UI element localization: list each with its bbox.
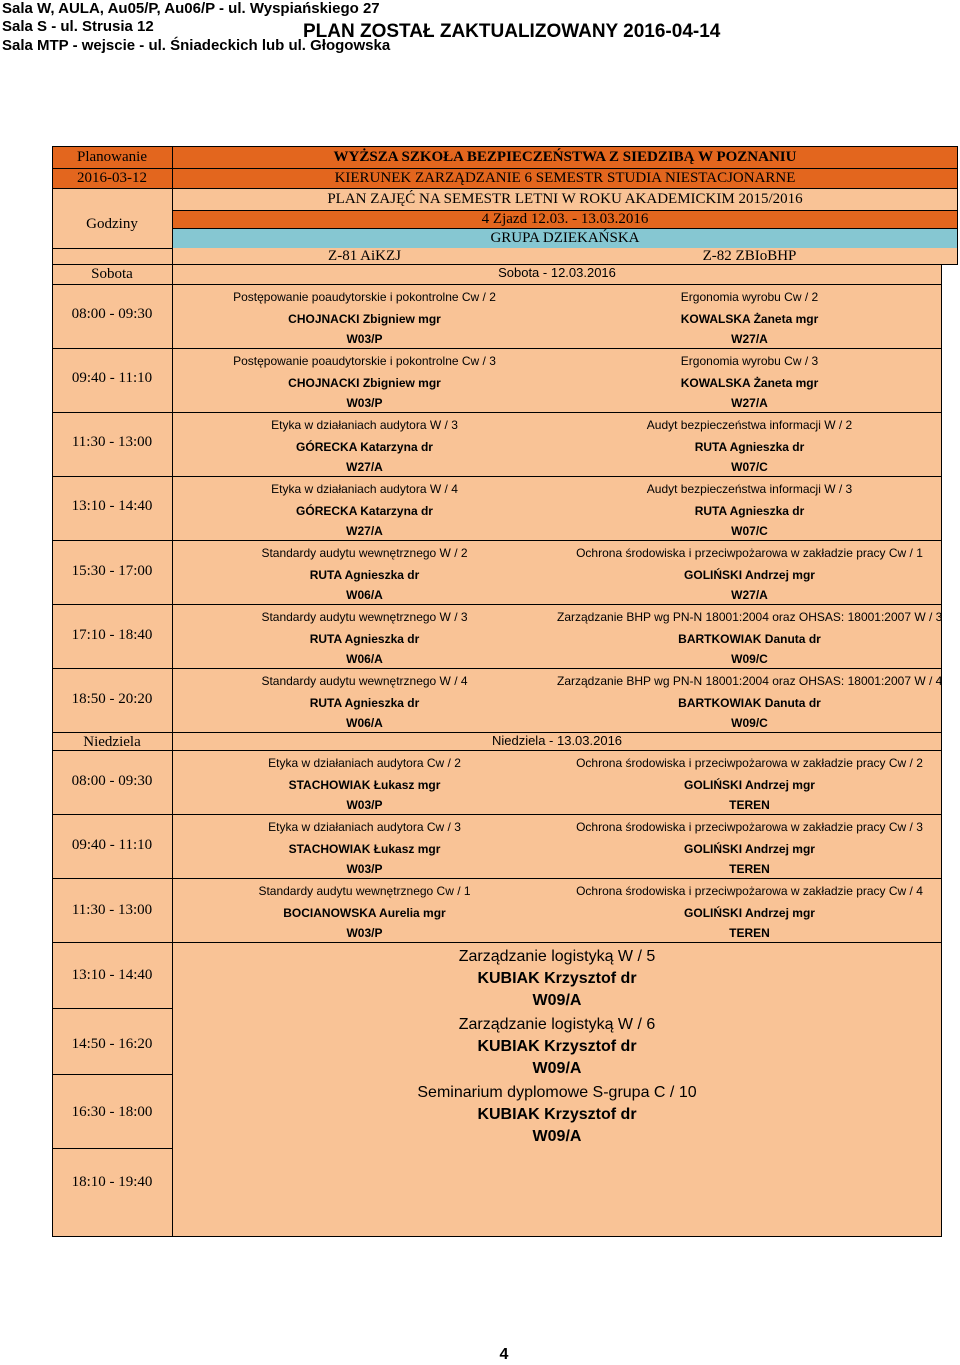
sun-b-class <box>557 820 942 876</box>
room: W27/A <box>731 332 768 346</box>
sobota-date: Sobota - 12.03.2016 <box>498 265 616 280</box>
lecturer-name: RUTA Agnieszka dr <box>694 504 805 518</box>
lecturer-name: BOCIANOWSKA Aurelia mgr <box>283 906 446 920</box>
class-title: Zarządzanie BHP wg PN-N 18001:2004 oraz OHSAS: 18001:2007 W / 3 <box>557 610 943 624</box>
sun-time-slot: 09:40 - 11:10 <box>71 837 153 853</box>
lecturer-name: GOLIŃSKI Andrzej mgr <box>684 778 815 792</box>
slot-divider <box>52 604 172 605</box>
lecturer-name: GOLIŃSKI Andrzej mgr <box>684 906 815 920</box>
slot-divider <box>52 1074 172 1075</box>
hline-1 <box>52 168 958 169</box>
cell-divider <box>172 878 942 879</box>
sobota-label: Sobota <box>91 266 133 282</box>
lecturer-name: CHOJNACKI Zbigniew mgr <box>288 376 441 390</box>
hline-6 <box>52 284 942 285</box>
group-a-header: Z-81 AiKZJ <box>328 248 401 264</box>
sat-b-class <box>557 354 942 410</box>
class-title: Zarządzanie logistyką W / 5 <box>458 948 656 965</box>
slot-divider <box>52 1148 172 1149</box>
room: W06/A <box>346 652 383 666</box>
sat-b-class <box>557 674 942 730</box>
header-line-3: Sala MTP - wejscie - ul. Śniadeckich lub ul. Głogowska <box>2 37 391 54</box>
kierunek-title: KIERUNEK ZARZĄDZANIE 6 SEMESTR STUDIA NIESTACJONARNE <box>334 170 796 186</box>
cell-divider <box>172 540 942 541</box>
godziny-label: Godziny <box>86 216 138 232</box>
lecturer-name: RUTA Agnieszka dr <box>694 440 805 454</box>
border-top <box>52 146 958 147</box>
class-title: Ochrona środowiska i przeciwpożarowa w zakładzie pracy Cw / 1 <box>576 546 923 560</box>
hline-2 <box>52 188 958 189</box>
slot-divider <box>52 348 172 349</box>
plan-title: PLAN ZAJĘĆ NA SEMESTR LETNI W ROKU AKADEMICKIM 2015/2016 <box>327 191 803 207</box>
sun-times-band <box>52 750 172 1236</box>
sun-time-slot: 16:30 - 18:00 <box>71 1104 153 1120</box>
cell-divider <box>172 412 942 413</box>
cell-divider <box>172 942 942 943</box>
sat-a-class <box>172 354 557 410</box>
room: W03/P <box>346 862 383 876</box>
room: W27/A <box>731 396 768 410</box>
room: W09/A <box>532 1128 582 1145</box>
page-number: 4 <box>499 1346 509 1363</box>
lecturer-name: KUBIAK Krzysztof dr <box>477 970 637 987</box>
room: TEREN <box>729 926 770 940</box>
sun-b-class <box>557 884 942 940</box>
sat-time-slot: 15:30 - 17:00 <box>71 563 153 579</box>
room: W27/A <box>346 524 383 538</box>
class-title: Ergonomia wyrobu Cw / 3 <box>680 354 819 368</box>
lecturer-name: GÓRECKA Katarzyna dr <box>296 440 433 454</box>
group-b-header: Z-82 ZBIoBHP <box>702 248 797 264</box>
class-title: Postępowanie poaudytorskie i pokontrolne Cw / 3 <box>233 354 496 368</box>
update-notice: PLAN ZOSTAŁ ZAKTUALIZOWANY 2016-04-14 <box>303 21 721 42</box>
room: W27/A <box>346 460 383 474</box>
room: W03/P <box>346 396 383 410</box>
school-name: WYŻSZA SZKOŁA BEZPIECZEŃSTWA Z SIEDZIBĄ W POZNANIU <box>333 149 797 165</box>
lecturer-name: RUTA Agnieszka dr <box>309 696 420 710</box>
sun-time-slot: 08:00 - 09:30 <box>71 773 153 789</box>
slot-divider <box>52 814 172 815</box>
room: W27/A <box>731 588 768 602</box>
sun-a-class <box>172 820 557 876</box>
cell-divider <box>172 814 942 815</box>
class-title: Etyka w działaniach audytora W / 3 <box>271 418 458 432</box>
sun-a-class <box>172 884 557 940</box>
slot-divider <box>52 1008 172 1009</box>
lecturer-name: RUTA Agnieszka dr <box>309 632 420 646</box>
lecturer-name: GOLIŃSKI Andrzej mgr <box>684 568 815 582</box>
sun-joint-class <box>172 946 942 1012</box>
planowanie-label: Planowanie <box>77 149 147 165</box>
hline-niedziela-bottom <box>52 750 942 751</box>
class-title: Standardy audytu wewnętrznego W / 3 <box>261 610 468 624</box>
room: W09/A <box>532 1060 582 1077</box>
room: W09/C <box>731 652 768 666</box>
slot-divider <box>52 476 172 477</box>
sun-b-class <box>557 756 942 812</box>
header-line-1: Sala W, AULA, Au05/P, Au06/P - ul. Wyspiańskiego 27 <box>2 0 380 17</box>
cell-divider <box>172 348 942 349</box>
lecturer-name: BARTKOWIAK Danuta dr <box>678 632 821 646</box>
lecturer-name: GÓRECKA Katarzyna dr <box>296 504 433 518</box>
class-title: Etyka w działaniach audytora W / 4 <box>271 482 458 496</box>
sat-a-class <box>172 674 557 730</box>
sat-b-class <box>557 610 942 666</box>
sat-a-class <box>172 546 557 602</box>
sat-b-class <box>557 546 942 602</box>
slot-divider <box>52 540 172 541</box>
class-title: Etyka w działaniach audytora Cw / 3 <box>268 820 461 834</box>
header-line-2: Sala S - ul. Strusia 12 <box>2 18 154 35</box>
cell-divider <box>172 604 942 605</box>
hline-4 <box>172 228 958 229</box>
niedziela-label: Niedziela <box>83 734 141 750</box>
room: W03/P <box>346 798 383 812</box>
sat-b-class <box>557 290 942 346</box>
plan-date: 2016-03-12 <box>77 170 147 186</box>
room: W07/C <box>731 524 768 538</box>
sun-joint-class <box>172 1082 942 1148</box>
room: W03/P <box>346 332 383 346</box>
room: W09/A <box>532 992 582 1009</box>
lecturer-name: CHOJNACKI Zbigniew mgr <box>288 312 441 326</box>
sun-time-slot: 14:50 - 16:20 <box>71 1036 153 1052</box>
class-title: Standardy audytu wewnętrznego W / 4 <box>261 674 468 688</box>
lecturer-name: KOWALSKA Żaneta mgr <box>680 312 819 326</box>
room: W03/P <box>346 926 383 940</box>
slot-divider <box>52 878 172 879</box>
slot-divider <box>52 668 172 669</box>
sat-time-slot: 13:10 - 14:40 <box>71 498 153 514</box>
zjazd-title: 4 Zjazd 12.03. - 13.03.2016 <box>481 211 649 227</box>
class-title: Audyt bezpieczeństwa informacji W / 2 <box>646 418 853 432</box>
sat-time-slot: 11:30 - 13:00 <box>71 434 153 450</box>
sat-b-class <box>557 482 942 538</box>
sat-time-slot: 08:00 - 09:30 <box>71 306 153 322</box>
class-title: Etyka w działaniach audytora Cw / 2 <box>268 756 461 770</box>
sat-a-class <box>172 418 557 474</box>
cell-divider <box>172 668 942 669</box>
slot-divider <box>52 412 172 413</box>
hline-godziny <box>52 248 172 249</box>
sun-time-slot: 13:10 - 14:40 <box>71 967 153 983</box>
sun-time-slot: 18:10 - 19:40 <box>71 1174 153 1190</box>
room: W09/C <box>731 716 768 730</box>
lecturer-name: KUBIAK Krzysztof dr <box>477 1038 637 1055</box>
class-title: Standardy audytu wewnętrznego Cw / 1 <box>258 884 471 898</box>
class-title: Seminarium dyplomowe S-grupa C / 10 <box>417 1084 697 1101</box>
room: TEREN <box>729 798 770 812</box>
sun-time-slot: 11:30 - 13:00 <box>71 902 153 918</box>
sat-time-slot: 18:50 - 20:20 <box>71 691 153 707</box>
sat-a-class <box>172 482 557 538</box>
sat-a-class <box>172 610 557 666</box>
sat-a-class <box>172 290 557 346</box>
class-title: Ochrona środowiska i przeciwpożarowa w zakładzie pracy Cw / 3 <box>576 820 923 834</box>
sat-time-slot: 09:40 - 11:10 <box>71 370 153 386</box>
grupa-title: GRUPA DZIEKAŃSKA <box>490 230 640 246</box>
niedziela-date: Niedziela - 13.03.2016 <box>491 733 623 748</box>
sun-joint-class <box>172 1014 942 1080</box>
class-title: Ochrona środowiska i przeciwpożarowa w zakładzie pracy Cw / 4 <box>576 884 923 898</box>
room: W06/A <box>346 588 383 602</box>
lecturer-name: GOLIŃSKI Andrzej mgr <box>684 842 815 856</box>
class-title: Ochrona środowiska i przeciwpożarowa w zakładzie pracy Cw / 2 <box>576 756 923 770</box>
class-title: Standardy audytu wewnętrznego W / 2 <box>261 546 468 560</box>
slot-divider <box>52 942 172 943</box>
sat-time-slot: 17:10 - 18:40 <box>71 627 153 643</box>
lecturer-name: KOWALSKA Żaneta mgr <box>680 376 819 390</box>
class-title: Audyt bezpieczeństwa informacji W / 3 <box>646 482 853 496</box>
room: W07/C <box>731 460 768 474</box>
lecturer-name: STACHOWIAK Łukasz mgr <box>288 842 441 856</box>
border-bottom <box>52 1236 942 1237</box>
room: TEREN <box>729 862 770 876</box>
lecturer-name: STACHOWIAK Łukasz mgr <box>288 778 441 792</box>
sat-b-class <box>557 418 942 474</box>
sun-a-class <box>172 756 557 812</box>
room: W06/A <box>346 716 383 730</box>
class-title: Ergonomia wyrobu Cw / 2 <box>680 290 819 304</box>
lecturer-name: KUBIAK Krzysztof dr <box>477 1106 637 1123</box>
cell-divider <box>172 476 942 477</box>
class-title: Postępowanie poaudytorskie i pokontrolne Cw / 2 <box>233 290 496 304</box>
class-title: Zarządzanie logistyką W / 6 <box>458 1016 656 1033</box>
class-title: Zarządzanie BHP wg PN-N 18001:2004 oraz OHSAS: 18001:2007 W / 4 <box>557 674 943 688</box>
lecturer-name: BARTKOWIAK Danuta dr <box>678 696 821 710</box>
lecturer-name: RUTA Agnieszka dr <box>309 568 420 582</box>
